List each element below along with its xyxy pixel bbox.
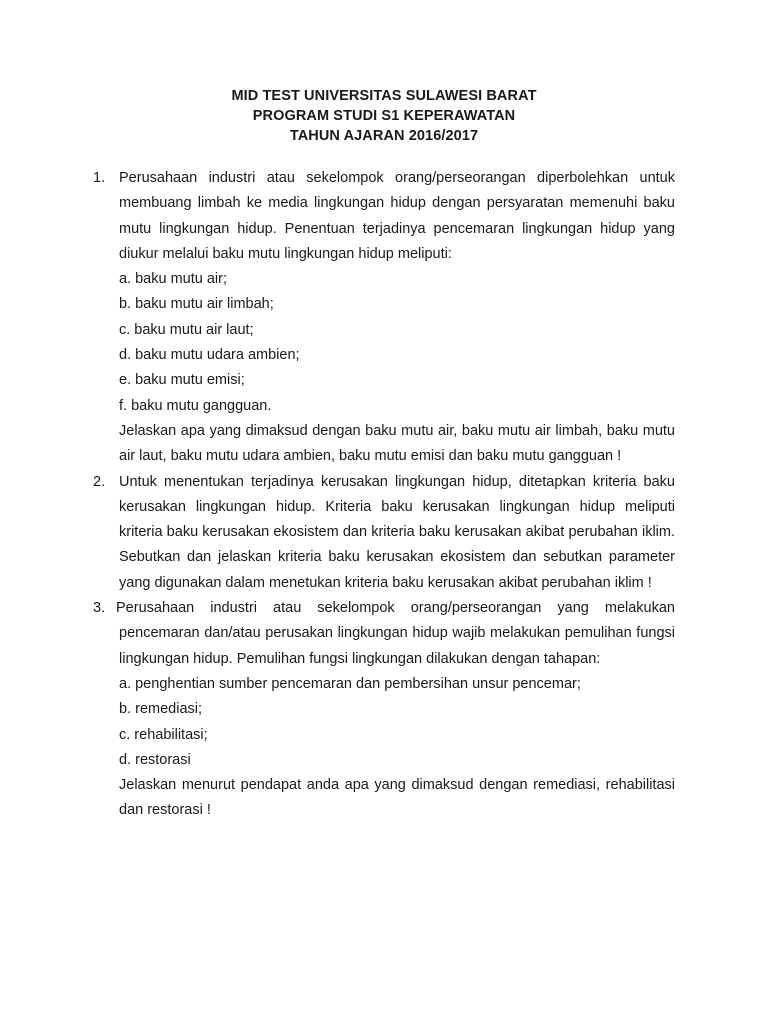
- header-line-university: MID TEST UNIVERSITAS SULAWESI BARAT: [231, 88, 537, 104]
- question-number: 3.: [93, 600, 106, 617]
- option-item: a. baku mutu air;: [119, 271, 227, 288]
- question-instruction: Jelaskan menurut pendapat anda apa yang dimaksud dengan remediasi, rehabilitasi dan restorasi !: [119, 777, 675, 819]
- question-2: [0, 470, 768, 596]
- question-text: Untuk menentukan terjadinya kerusakan lingkungan hidup, ditetapkan kriteria baku kerusakan lingkungan hidup. Kriteria baku kerusakan lingkungan hidup meliputi kriteria baku kerusakan ekosistem dan kriteria baku kerusakan akibat perubahan iklim. Sebutkan dan jelaskan kriteria baku kerusakan ekosistem dan sebutkan parameter yang digunakan dalam menetukan kriteria baku kerusakan akibat perubahan iklim !: [119, 473, 675, 591]
- option-item: a. penghentian sumber pencemaran dan pembersihan unsur pencemar;: [119, 675, 581, 692]
- header-line-year: TAHUN AJARAN 2016/2017: [289, 128, 479, 144]
- option-item: b. baku mutu air limbah;: [119, 296, 274, 313]
- question-list: [0, 166, 768, 824]
- question-text: Perusahaan industri atau sekelompok orang/perseorangan yang melakukan pencemaran dan/atau perusakan lingkungan hidup wajib melakukan pemulihan fungsi lingkungan hidup. Pemulihan fungsi lingkungan dilakukan dengan tahapan:: [116, 600, 675, 667]
- option-item: f. baku mutu gangguan.: [119, 397, 272, 414]
- question-3: [0, 596, 768, 824]
- option-item: d. restorasi: [119, 751, 191, 768]
- question-instruction: Jelaskan apa yang dimaksud dengan baku mutu air, baku mutu air limbah, baku mutu air laut, baku mutu udara ambien, baku mutu emisi dan baku mutu gangguan !: [119, 422, 675, 465]
- header-line-program: PROGRAM STUDI S1 KEPERAWATAN: [252, 108, 516, 124]
- exam-header: [0, 86, 768, 146]
- question-text: Perusahaan industri atau sekelompok orang/perseorangan diperbolehkan untuk membuang limbah ke media lingkungan hidup dengan persyaratan memenuhi baku mutu lingkungan hidup. Penentuan terjadinya pencemaran lingkungan hidup yang diukur melalui baku mutu lingkungan hidup meliputi:: [119, 170, 675, 262]
- option-item: b. remediasi;: [119, 701, 203, 718]
- option-item: c. rehabilitasi;: [119, 726, 208, 743]
- option-item: c. baku mutu air laut;: [119, 321, 254, 338]
- option-item: d. baku mutu udara ambien;: [119, 347, 300, 364]
- option-item: e. baku mutu emisi;: [119, 372, 245, 389]
- question-number: 2.: [93, 473, 106, 490]
- question-1: [0, 166, 768, 470]
- question-number: 1.: [93, 170, 106, 186]
